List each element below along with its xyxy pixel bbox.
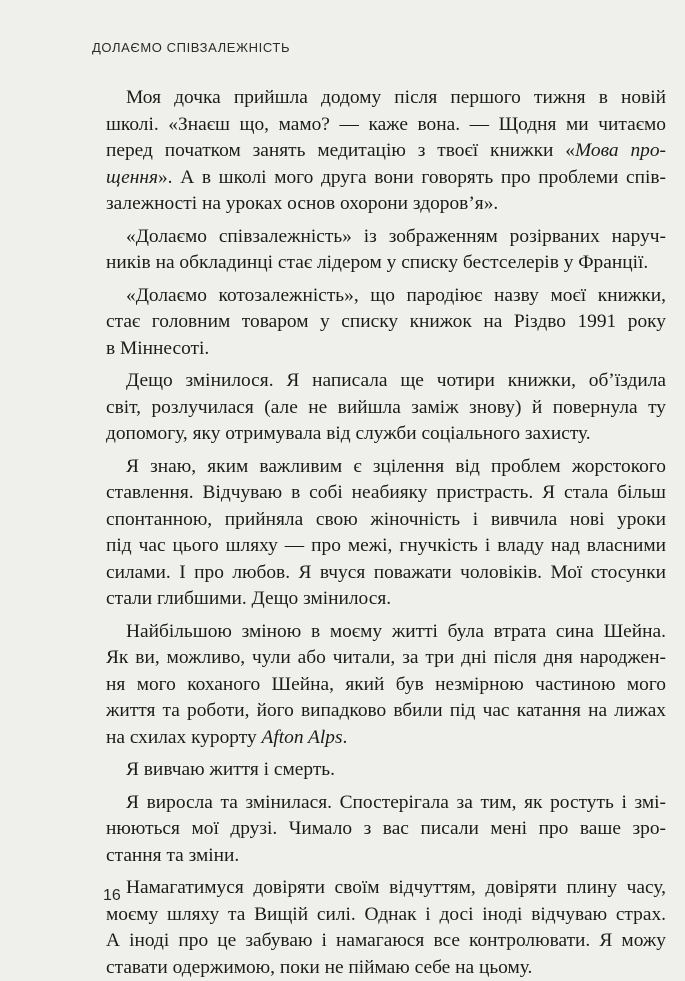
- text-line: [106, 368, 666, 395]
- text-run: залежності на уроках основ охорони здоров’я».: [106, 193, 498, 214]
- text-line: [106, 85, 666, 112]
- paragraph: [106, 875, 666, 981]
- text-run: Найбільшою зміною в моєму житті була втрата сина Шейна.: [126, 621, 666, 642]
- text-line: [106, 224, 666, 251]
- text-run: допомогу, яку отримувала від служби соціального захисту.: [106, 423, 591, 444]
- text-run: «Долаємо співзалежність» із зображенням розірваних наруч-: [126, 226, 666, 247]
- text-line: [106, 191, 666, 218]
- text-run: «Долаємо котозалежність», що пародіює назву моєї книжки,: [126, 285, 666, 306]
- italic-text: Afton Alps: [262, 727, 343, 748]
- text-run: А іноді про це забуваю і намагаюся все контролювати. Я можу: [106, 930, 666, 951]
- text-line: [106, 902, 666, 929]
- text-run: стали глибшими. Дещо змінилося.: [106, 588, 391, 609]
- text-line: [106, 816, 666, 843]
- text-line: [106, 645, 666, 672]
- text-run: ня мого коханого Шейна, який був незмірною частиною мого: [106, 674, 666, 695]
- text-run: стає головним товаром у списку книжок на Різдво 1991 року: [106, 311, 666, 332]
- text-run: перед початком занять медитацію з твоєї книжки «: [106, 140, 575, 161]
- text-line: [106, 250, 666, 277]
- text-line: [106, 309, 666, 336]
- text-line: [106, 698, 666, 725]
- text-line: [106, 560, 666, 587]
- text-line: [106, 725, 666, 752]
- text-run: життя та роботи, його випадково вбили під час катання на лижах: [106, 700, 666, 721]
- text-run: спонтанною, прийняла свою жіночність і вивчила нові уроки: [106, 509, 666, 530]
- text-run: Намагатимуся довіряти своїм відчуттям, довіряти плину часу,: [126, 877, 666, 898]
- paragraph: [106, 790, 666, 870]
- paragraph: [106, 619, 666, 752]
- paragraph: [106, 757, 666, 784]
- paragraph: [106, 224, 666, 277]
- text-line: [106, 283, 666, 310]
- text-line: [106, 165, 666, 192]
- text-run: нюються мої друзі. Чимало з вас писали мені про ваше зро-: [106, 818, 666, 839]
- text-line: [106, 533, 666, 560]
- text-line: [106, 421, 666, 448]
- text-line: [106, 138, 666, 165]
- text-line: [106, 395, 666, 422]
- text-run: ників на обкладинці стає лідером у списку бестселерів у Франції.: [106, 252, 648, 273]
- text-run: ставлення. Відчуваю в собі неабияку пристрасть. Я стала більш: [106, 482, 666, 503]
- paragraph: [106, 454, 666, 613]
- paragraph: [106, 283, 666, 363]
- text-run: стання та зміни.: [106, 845, 239, 866]
- text-line: [106, 843, 666, 870]
- text-line: [106, 955, 666, 981]
- text-run: Дещо змінилося. Я написала ще чотири книжки, об’їздила: [126, 370, 666, 391]
- text-line: [106, 875, 666, 902]
- italic-text: Мова про-: [575, 140, 666, 161]
- text-line: [106, 757, 666, 784]
- body-text: [106, 85, 666, 981]
- text-line: [106, 586, 666, 613]
- text-line: [106, 790, 666, 817]
- italic-text: щення: [106, 167, 158, 188]
- paragraph: [106, 368, 666, 448]
- text-run: в Міннесоті.: [106, 338, 209, 359]
- text-run: Моя дочка прийшла додому після першого тижня в новій: [126, 87, 666, 108]
- text-run: ставати одержимою, поки не пiймаю себе на цьому.: [106, 957, 532, 978]
- text-run: під час цього шляху — про межі, гнучкість і владу над власними: [106, 535, 666, 556]
- text-line: [106, 454, 666, 481]
- text-run: Я вивчаю життя і смерть.: [126, 759, 335, 780]
- paragraph: [106, 85, 666, 218]
- text-run: Як ви, можливо, чули або читали, за три дні після дня народжен-: [106, 647, 666, 668]
- text-line: [106, 619, 666, 646]
- text-line: [106, 672, 666, 699]
- text-run: моєму шляху та Вищій силі. Однак і досі іноді відчуваю страх.: [106, 904, 666, 925]
- text-line: [106, 336, 666, 363]
- text-run: школі. «Знаєш що, мамо? — каже вона. — Щодня ми читаємо: [106, 114, 666, 135]
- text-run: світ, розлучилася (але не вийшла заміж знову) й повернула ту: [106, 397, 666, 418]
- text-run: Я виросла та змінилася. Спостерігала за тим, як ростуть і змі-: [126, 792, 666, 813]
- text-run: на схилах курорту: [106, 727, 262, 748]
- text-run: Я знаю, яким важливим є зцілення від проблем жорстокого: [126, 456, 666, 477]
- text-run: ». А в школі мого друга вони говорять про проблеми спів-: [158, 167, 666, 188]
- text-run: силами. І про любов. Я вчуся поважати чоловіків. Мої стосунки: [106, 562, 666, 583]
- text-line: [106, 928, 666, 955]
- text-run: .: [343, 727, 348, 748]
- text-line: [106, 112, 666, 139]
- running-header: ДОЛАЄМО СПІВЗАЛЕЖНІСТЬ: [92, 40, 290, 55]
- text-line: [106, 480, 666, 507]
- page-number: 16: [103, 887, 121, 905]
- text-line: [106, 507, 666, 534]
